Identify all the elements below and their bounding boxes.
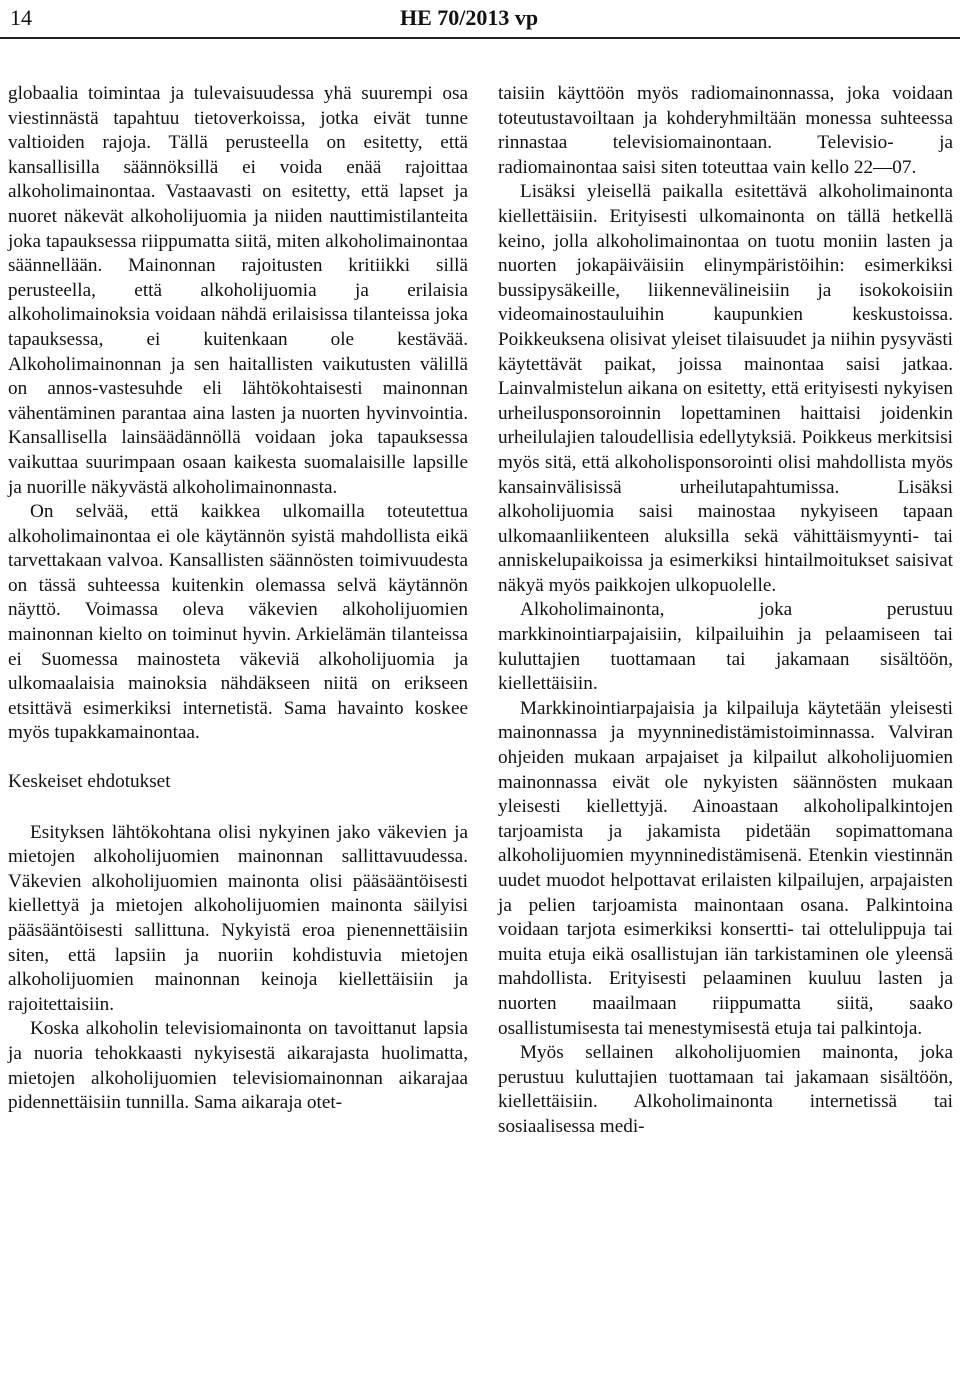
left-paragraph-4: Koska alkoholin televisiomainonta on tavoittanut lapsia ja nuoria tehokkaasti nykyisestä aikarajasta huolimatta, mietojen alkoholijuomien televisiomainonnan aikarajaa pidennettäisiin tunnilla. Sama aikaraja otet- [8, 1018, 468, 1114]
right-paragraph-2: Lisäksi yleisellä paikalla esitettävä alkoholimainonta kiellettäisiin. Erityisesti ulkomainonta on tällä hetkellä keino, jolla alkoholimainontaa on tuotu moniin lasten ja nuorten jokapäiväisiin elinympäristöihin: esimerkiksi bussipysäkeille, liikennevälineisiin ja isokokoisiin videomainostauluihin kaupunkien keskustoissa. Poikkeuksena olisivat yleiset tilaisuudet ja niihin pysyvästi käytettävät paikat, joissa mainontaa saisi jatkaa. Lainvalmistelun aikana on esitetty, että erityisesti nykyisen urheilusponsoroinnin lopettaminen haittaisi joidenkin urheilulajien taloudellisia edellytyksiä. Poikkeus merkitsisi myös sitä, että alkoholisponsorointi olisi mahdollista myös kansainvälisissä urheilutapahtumissa. Lisäksi alkoholijuomia saisi mainostaa nykyiseen tapaan ulkomaanliikenteen aluksilla sekä vähittäismyynti- tai anniskelupaikoissa ja esimerkiksi hintailmoitukset saisivat näkyä myös paikkojen ulkopuolelle. [498, 181, 953, 596]
left-paragraph-2: On selvää, että kaikkea ulkomailla toteutettua alkoholimainontaa ei ole käytännön syistä mahdollista eikä tarvettakaan valvoa. Kansallisten säännösten toimivuudesta on tässä suhteessa kuitenkin olemassa selvä käytännön näyttö. Voimassa oleva väkevien alkoholijuomien mainonnan kielto on toiminut hyvin. Arkielämän tilanteissa ei Suomessa mainosteta väkeviä alkoholijuomia ja ulkomaalaisia mainoksia nähdäkseen niitä on erikseen etsittävä esimerkiksi internetistä. Sama havainto koskee myös tupakkamainontaa. [8, 501, 468, 744]
right-column [498, 82, 953, 1140]
header-rule [0, 37, 960, 39]
page-number: 14 [10, 5, 32, 30]
section-heading: Keskeiset ehdotukset [8, 771, 171, 793]
page-header [0, 0, 960, 40]
right-paragraph-5: Myös sellainen alkoholijuomien mainonta, joka perustuu kuluttajien tuottamaan tai jakamaan sisältöön, kiellettäisiin. Alkoholimainonta internetissä tai sosiaalisessa medi- [498, 1042, 953, 1137]
left-paragraph-3: Esityksen lähtökohtana olisi nykyinen jako väkevien ja mietojen alkoholijuomien mainonnan sallittavuudessa. Väkevien alkoholijuomien mainonta olisi pääsääntöisesti kiellettyä ja mietojen alkoholijuomien mainonta säilyisi pääsääntöisesti sallittuna. Nykyistä eroa pienennettäisiin siten, että lapsiin ja nuoriin kohdistuvia mietojen alkoholijuomien mainonnan keinoja kiellettäisiin ja rajoitettaisiin. [8, 821, 468, 1015]
right-paragraph-3: Alkoholimainonta, joka perustuu markkinointiarpajaisiin, kilpailuihin ja pelaamiseen tai kuluttajien tuottamaan tai jakamaan sisältöön, kiellettäisiin. [498, 599, 953, 695]
left-paragraph-1: globaalia toimintaa ja tulevaisuudessa yhä suurempi osa viestinnästä tapahtuu tietoverkoissa, jotka eivät tunne valtioiden rajoja. Tällä perusteella on esitetty, että kansallisilla säännöksillä ei voida enää rajoittaa alkoholimainontaa. Vastaavasti on esitetty, että lapset ja nuoret näkevät alkoholijuomia ja niiden nauttimistilanteita joka tapauksessa riippumatta siitä, miten alkoholimainontaa säännellään. Mainonnan rajoitusten kritiikki sillä perusteella, että alkoholijuomia ja erilaisia alkoholimainoksia voidaan nähdä erilaisissa tilanteissa joka tapauksessa, ei kuitenkaan ole kestävää. Alkoholimainonnan ja sen haitallisten vaikutusten välillä on annos-vastesuhde eli lähtökohtaisesti mainonnan vähentäminen parantaa aina lasten ja nuorten hyvinvointia. Kansallisella lainsäädännöllä voidaan joka tapauksessa vaikuttaa suurimpaan osaan kaikesta suomalaisille lapsille ja nuorille näkyvästä alkoholimainonnasta. [8, 83, 468, 498]
right-paragraph-4: Markkinointiarpajaisia ja kilpailuja käytetään yleisesti mainonnassa ja myynninedistämistoiminnassa. Valviran ohjeiden mukaan arpajaiset ja kilpailut alkoholijuomien mainonnassa eivät ole nykyisten säännösten mukaan yleisesti kiellettyjä. Ainoastaan alkoholipalkintojen tarjoamista ja jakamista pidetään sopimattomana alkoholijuomien myynninedistämisenä. Etenkin viestinnän uudet muodot helpottavat erilaisten kilpailujen, arpajaisten ja pelien tarjoamista mainontaan osana. Palkintoina voidaan tarjota esimerkiksi konsertti- tai ottelulippuja tai muita etuja eikä osallistujan iän tarkistaminen ole yleensä mahdollista. Erityisesti pelaaminen kuuluu lasten ja nuorten maailmaan riippumatta siitä, saako osallistumisesta tai menestymisestä etuja tai palkintoja. [498, 697, 953, 1039]
left-column [8, 82, 468, 1116]
right-paragraph-1: taisiin käyttöön myös radiomainonnassa, joka voidaan toteutustavoiltaan ja kohderyhmiltään monessa suhteessa rinnastaa televisiomainontaan. Televisio- ja radiomainontaa saisi siten toteuttaa vain kello 22—07. [498, 83, 953, 178]
document-id: HE 70/2013 vp [400, 5, 539, 30]
